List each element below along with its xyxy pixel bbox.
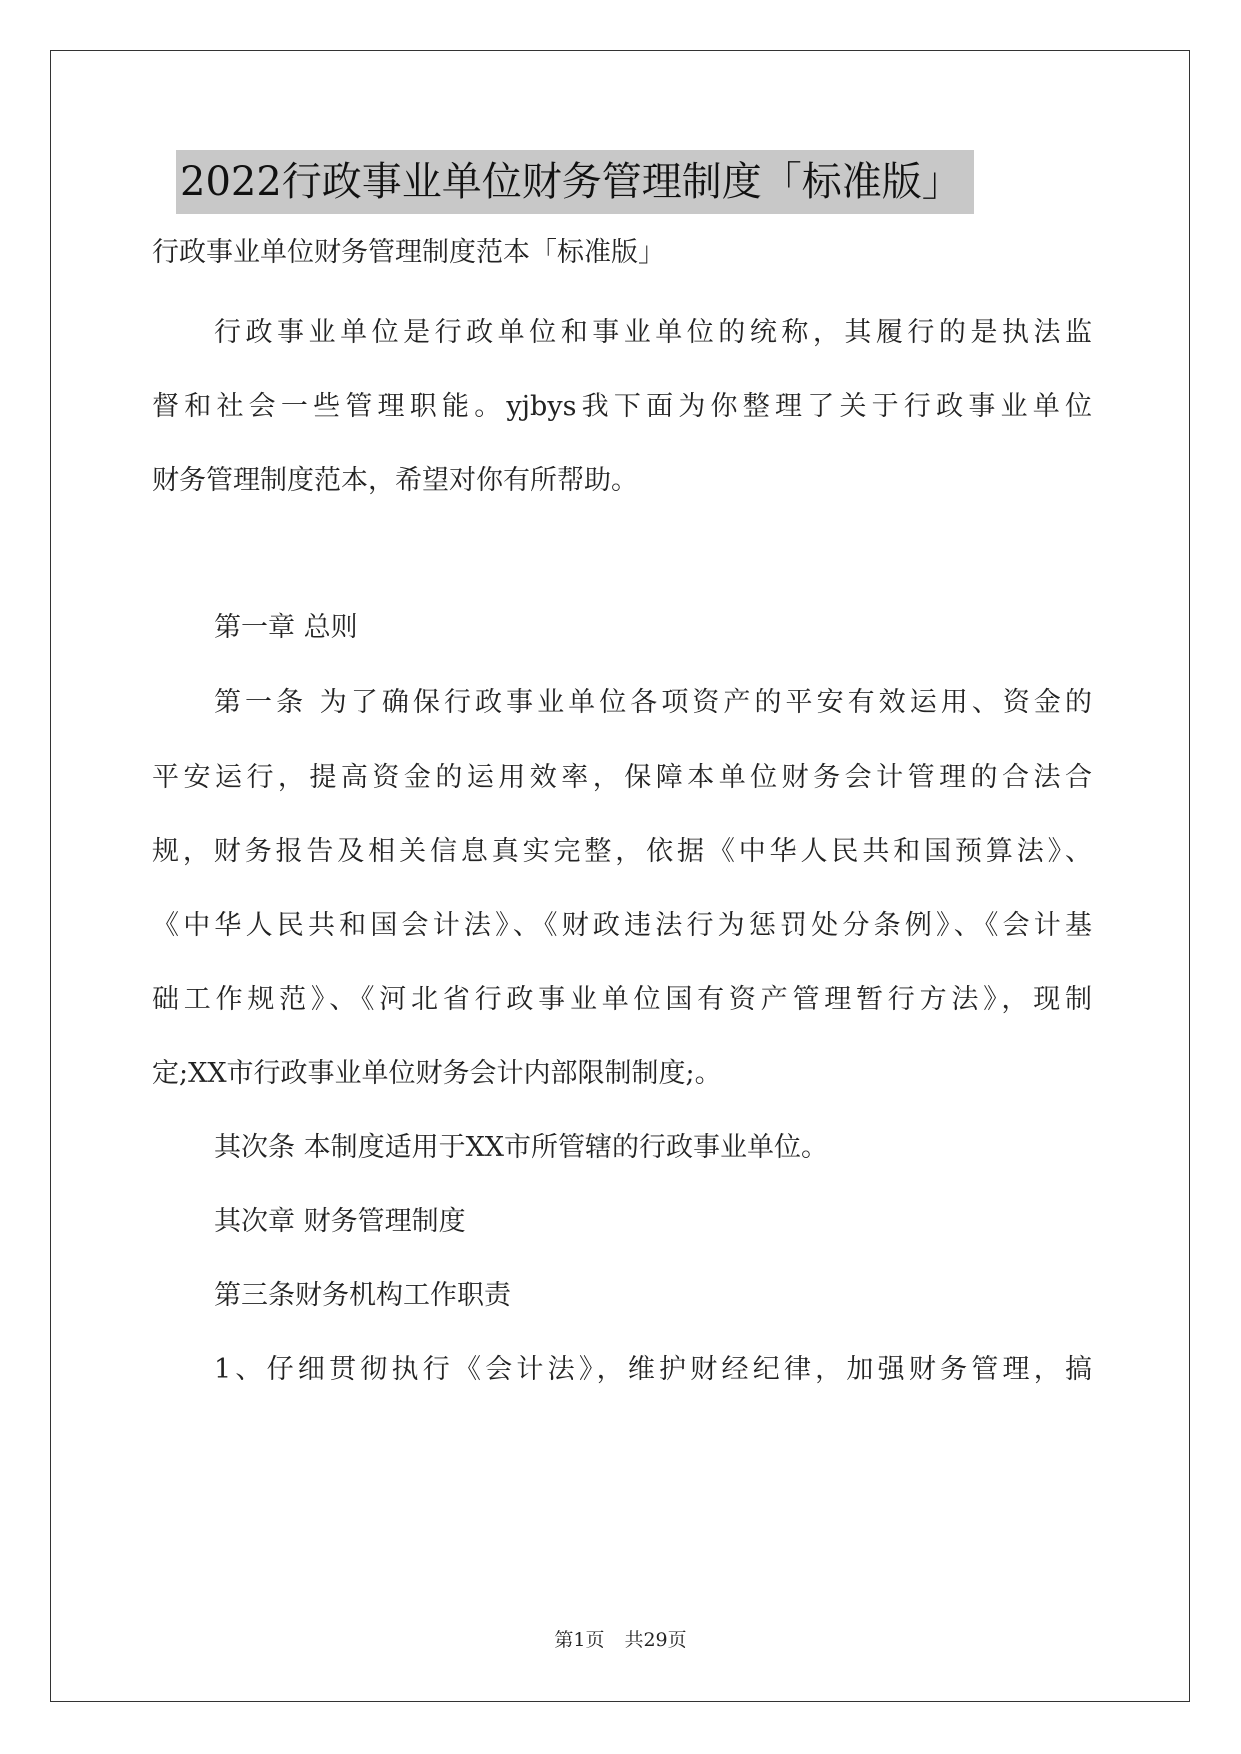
intro-line-3: 财务管理制度范本，希望对你有所帮助。: [152, 465, 638, 496]
article-1-line-4: 《中华人民共和国会计法》、《财政违法行为惩罚处分条例》、《会计基: [152, 910, 1092, 941]
intro-line-2: 督和社会一些管理职能。yjbys我下面为你整理了关于行政事业单位: [152, 391, 1092, 422]
article-1-line-2: 平安运行，提高资金的运用效率，保障本单位财务会计管理的合法合: [152, 762, 1092, 793]
intro-line-1: 行政事业单位是行政单位和事业单位的统称，其履行的是执法监: [214, 317, 1092, 348]
page-footer: [0, 1626, 1241, 1654]
article-1-line-1: 第一条 为了确保行政事业单位各项资产的平安有效运用、资金的: [214, 687, 1092, 718]
document-subtitle: 行政事业单位财务管理制度范本「标准版」: [152, 237, 665, 268]
article-1-line-5: 础工作规范》、《河北省行政事业单位国有资产管理暂行方法》，现制: [152, 984, 1092, 1015]
item-1-line: 1、仔细贯彻执行《会计法》，维护财经纪律，加强财务管理，搞: [214, 1354, 1092, 1385]
article-1-line-3: 规，财务报告及相关信息真实完整，依据《中华人民共和国预算法》、: [152, 836, 1092, 867]
chapter-1-heading: 第一章 总则: [214, 612, 358, 643]
page-number: 第1页: [554, 1629, 605, 1651]
document-title: 2022行政事业单位财务管理制度「标准版」: [176, 150, 974, 214]
article-2: 其次条 本制度适用于XX市所管辖的行政事业单位。: [214, 1132, 829, 1163]
page-total: 共29页: [624, 1629, 687, 1651]
chapter-2-heading: 其次章 财务管理制度: [214, 1206, 466, 1237]
article-1-line-6: 定;XX市行政事业单位财务会计内部限制制度;。: [152, 1058, 722, 1089]
article-3-heading: 第三条财务机构工作职责: [214, 1280, 511, 1311]
page-border: [50, 50, 1190, 1702]
